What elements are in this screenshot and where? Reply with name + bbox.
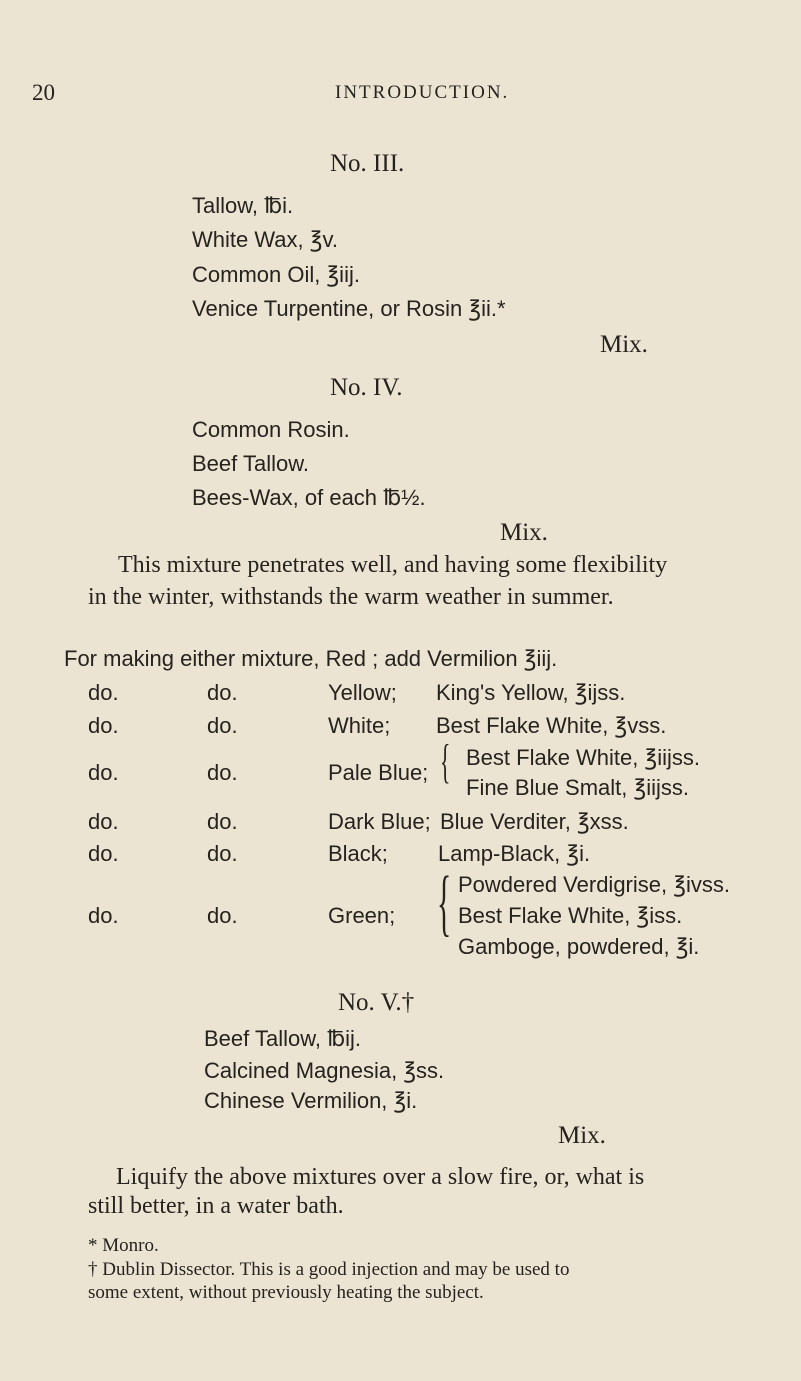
table-ditto: do.: [207, 809, 238, 834]
table-color: White;: [328, 713, 391, 738]
recipe-4-mix: Mix.: [500, 519, 548, 546]
table-item: Best Flake White, ℥vss.: [436, 713, 667, 738]
recipe-5-line: Chinese Vermilion, ℥i.: [204, 1088, 418, 1113]
recipe-4-heading: No. IV.: [330, 374, 403, 401]
recipe-4-line: Common Rosin.: [192, 417, 350, 442]
footnote: † Dublin Dissector. This is a good injection and may be used to: [88, 1259, 570, 1280]
table-color: Yellow;: [328, 680, 397, 705]
recipe-3-heading: No. III.: [330, 150, 405, 177]
recipe-5-mix: Mix.: [558, 1122, 606, 1149]
recipe-3-line: White Wax, ℥v.: [192, 227, 338, 252]
recipe-5-line: Calcined Magnesia, ℥ss.: [204, 1058, 445, 1083]
page-number: 20: [32, 80, 55, 105]
table-item: Blue Verditer, ℥xss.: [440, 809, 629, 834]
table-color: Green;: [328, 903, 396, 928]
brace-glyph: {: [440, 735, 451, 788]
recipe-3-line: Venice Turpentine, or Rosin ℥ii.*: [192, 296, 506, 321]
footnote: some extent, without previously heating the subject.: [88, 1282, 484, 1303]
table-ditto: do.: [88, 680, 119, 705]
table-ditto: do.: [88, 841, 119, 866]
table-color: Pale Blue;: [328, 760, 429, 785]
table-color: Black;: [328, 841, 388, 866]
table-ditto: do.: [207, 713, 238, 738]
table-color: Dark Blue;: [328, 809, 431, 834]
table-item: King's Yellow, ℥ijss.: [436, 680, 626, 705]
table-ditto: do.: [207, 903, 238, 928]
table-item: Fine Blue Smalt, ℥iijss.: [466, 775, 689, 800]
table-ditto: do.: [207, 680, 238, 705]
paragraph-line: still better, in a water bath.: [88, 1193, 344, 1219]
colors-intro: For making either mixture, Red ; add Vermilion ℥iij.: [64, 646, 558, 671]
recipe-4-line: Bees-Wax, of each ℔½.: [192, 485, 426, 510]
table-ditto: do.: [207, 760, 238, 785]
paragraph-line: Liquify the above mixtures over a slow fire, or, what is: [116, 1164, 645, 1190]
table-ditto: do.: [207, 841, 238, 866]
table-ditto: do.: [88, 760, 119, 785]
recipe-4-line: Beef Tallow.: [192, 451, 310, 476]
table-item: Best Flake White, ℥iijss.: [466, 745, 700, 770]
recipe-3-line: Tallow, ℔i.: [192, 193, 294, 218]
table-item: Powdered Verdigrise, ℥ivss.: [458, 872, 730, 897]
table-item: Lamp-Black, ℥i.: [438, 841, 591, 866]
recipe-5-line: Beef Tallow, ℔ij.: [204, 1026, 361, 1051]
footnote: * Monro.: [88, 1235, 159, 1256]
running-head: INTRODUCTION.: [335, 82, 510, 103]
table-item: Best Flake White, ℥iss.: [458, 903, 683, 928]
table-item: Gamboge, powdered, ℥i.: [458, 934, 700, 959]
recipe-5-heading: No. V.†: [338, 989, 415, 1016]
brace-glyph: {: [437, 862, 452, 944]
table-ditto: do.: [88, 713, 119, 738]
paragraph-line: in the winter, withstands the warm weather in summer.: [88, 584, 614, 610]
table-ditto: do.: [88, 903, 119, 928]
paragraph-line: This mixture penetrates well, and having some flexibility: [118, 552, 668, 578]
table-ditto: do.: [88, 809, 119, 834]
recipe-3-mix: Mix.: [600, 331, 648, 358]
recipe-3-line: Common Oil, ℥iij.: [192, 262, 360, 287]
